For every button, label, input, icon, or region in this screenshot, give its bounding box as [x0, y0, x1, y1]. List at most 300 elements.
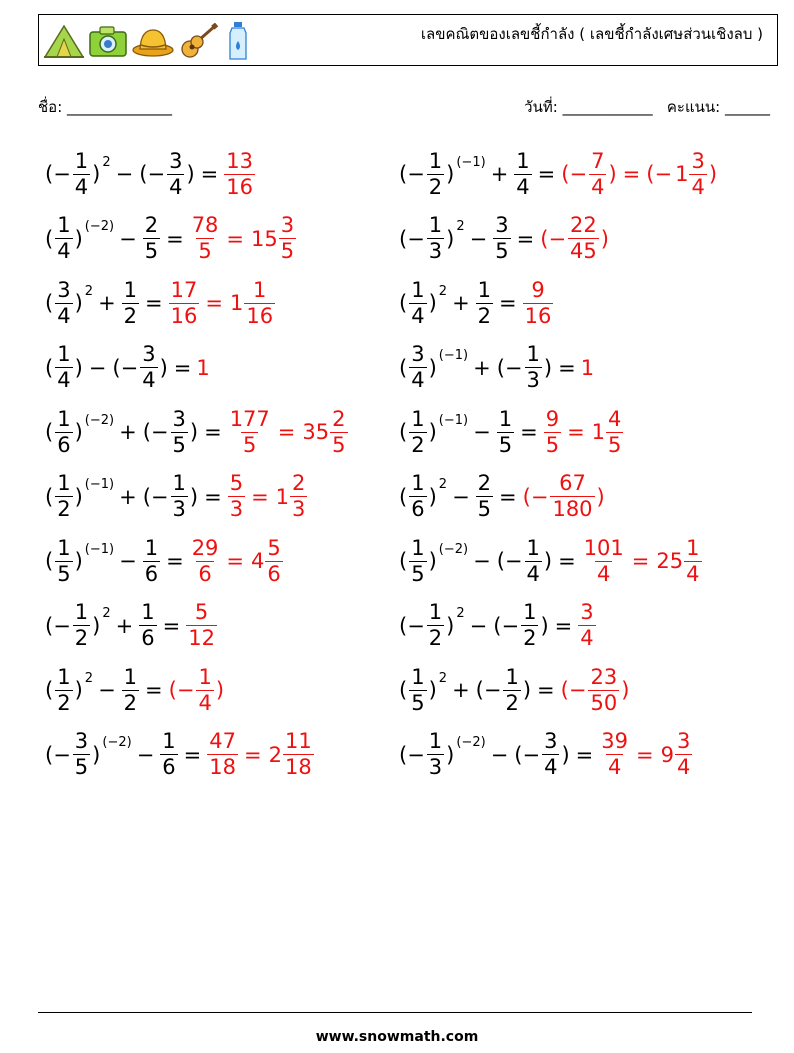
- denominator: 2: [123, 303, 138, 328]
- close-paren: ): [186, 162, 195, 186]
- numerator: 1: [57, 535, 71, 560]
- answer: [227, 473, 309, 520]
- numerator: 1: [57, 342, 71, 366]
- numerator: 1: [123, 277, 138, 302]
- numerator: 23: [590, 664, 618, 689]
- second-fraction: [122, 664, 139, 715]
- denominator: 4: [686, 561, 700, 586]
- problem-10: [398, 404, 624, 460]
- water-bottle-icon: [221, 21, 255, 61]
- open-paren: (−: [45, 742, 71, 767]
- open-paren: (: [45, 291, 54, 315]
- base-fraction: [427, 215, 444, 262]
- operator: +: [452, 291, 470, 315]
- denominator: 6: [198, 561, 212, 586]
- denominator: 5: [57, 561, 71, 586]
- denominator: 2: [477, 303, 492, 328]
- denominator: 4: [516, 174, 530, 199]
- answer: [577, 602, 596, 649]
- denominator: 3: [428, 239, 443, 263]
- answer: [227, 406, 349, 457]
- exponent: (−1): [438, 412, 469, 428]
- denominator: 3: [229, 497, 244, 521]
- answer: [560, 664, 631, 715]
- answer: [581, 356, 594, 380]
- mixed-integer: 35: [302, 420, 330, 444]
- denominator: 5: [545, 432, 560, 457]
- numerator: 1: [523, 600, 537, 624]
- second-fraction: [171, 406, 188, 457]
- equals-sign: =: [537, 678, 555, 702]
- numerator: 1: [144, 535, 159, 560]
- operator: +: [473, 355, 491, 380]
- denominator: 5: [411, 561, 425, 586]
- base-fraction: [409, 406, 426, 457]
- base-fraction: [55, 406, 72, 457]
- numerator: 9: [545, 406, 560, 431]
- problem-13: [44, 533, 284, 589]
- open-paren: (−: [45, 613, 71, 638]
- exponent: 2: [438, 477, 448, 492]
- numerator: 177: [229, 406, 270, 431]
- answer-fraction: [228, 473, 245, 520]
- open-paren: (−: [399, 162, 425, 186]
- numerator: 1: [428, 148, 443, 173]
- close-paren: ): [428, 291, 437, 315]
- exponent: 2: [456, 606, 465, 621]
- operator: +: [115, 613, 134, 638]
- open-paren: (: [45, 355, 54, 380]
- denominator: 4: [411, 303, 425, 328]
- equals-sign: =: [244, 742, 262, 767]
- operator: +: [490, 162, 509, 186]
- close-paren: ): [92, 613, 101, 638]
- close-paren: ): [74, 678, 83, 702]
- answer-fraction: [228, 406, 272, 457]
- answer: [189, 535, 284, 586]
- answer: [196, 356, 209, 380]
- answer-integer: 1: [580, 355, 595, 380]
- denominator: 5: [608, 432, 622, 457]
- exponent: 2: [456, 219, 465, 234]
- numerator: 29: [191, 535, 219, 560]
- denominator: 4: [691, 174, 705, 199]
- equals-sign: =: [162, 613, 181, 638]
- equals-sign: =: [200, 162, 219, 186]
- numerator: 2: [477, 471, 492, 495]
- denominator: 3: [292, 497, 306, 521]
- operator: −: [469, 226, 488, 251]
- second-fraction: [139, 602, 156, 649]
- numerator: 9: [531, 277, 545, 302]
- close-paren: ): [446, 226, 455, 251]
- close-paren: ): [92, 742, 101, 767]
- close-paren: ): [522, 678, 532, 702]
- answer-fraction: [599, 731, 630, 778]
- numerator: 1: [411, 535, 425, 560]
- equals-sign: =: [567, 420, 585, 444]
- open-paren: (−: [514, 742, 541, 767]
- operator: −: [115, 162, 134, 186]
- name-label: ชื่อ:: [38, 98, 63, 116]
- second-fraction: [160, 731, 177, 778]
- numerator: 1: [57, 471, 71, 495]
- equals-sign: =: [204, 484, 222, 509]
- denominator: 5: [411, 690, 425, 715]
- numerator: 1: [411, 406, 425, 431]
- hat-icon: [131, 23, 175, 59]
- equals-sign: =: [205, 291, 223, 315]
- denominator: 4: [57, 239, 71, 263]
- numerator: 1: [172, 471, 186, 495]
- answer: [581, 535, 703, 586]
- open-paren: (−: [142, 484, 169, 509]
- denominator: 2: [411, 432, 425, 457]
- numerator: 1: [141, 600, 155, 624]
- numerator: 3: [57, 277, 71, 302]
- open-paren: (−: [646, 162, 673, 186]
- mixed-fraction: [290, 473, 307, 520]
- numerator: 3: [677, 729, 691, 753]
- open-paren: (: [45, 420, 54, 444]
- answer-fraction: [224, 148, 255, 199]
- close-paren: ): [428, 549, 437, 573]
- second-fraction: [122, 277, 139, 328]
- denominator: 12: [188, 626, 215, 650]
- exponent: 2: [102, 606, 111, 621]
- operator: +: [119, 484, 137, 509]
- denominator: 6: [141, 626, 155, 650]
- denominator: 4: [74, 174, 89, 199]
- denominator: 16: [524, 303, 552, 328]
- numerator: 1: [516, 148, 530, 173]
- close-paren: ): [543, 549, 553, 573]
- problem-6: [398, 275, 554, 331]
- mixed-fraction: [283, 731, 314, 778]
- numerator: 1: [526, 535, 540, 560]
- numerator: 4: [608, 406, 622, 431]
- equals-sign: =: [631, 549, 650, 573]
- numerator: 5: [194, 600, 209, 624]
- numerator: 13: [226, 148, 253, 173]
- answer: [168, 664, 225, 715]
- numerator: 1: [526, 342, 540, 366]
- answer-fraction: [578, 602, 595, 649]
- answer-fraction: [589, 148, 606, 199]
- header-box: [38, 14, 778, 66]
- open-paren: (: [45, 226, 54, 251]
- close-paren: ): [428, 678, 437, 702]
- numerator: 1: [253, 277, 267, 302]
- base-fraction: [55, 664, 72, 715]
- equals-sign: =: [277, 420, 296, 444]
- problem-4: [398, 211, 610, 267]
- mixed-integer: 9: [660, 742, 674, 767]
- denominator: 5: [144, 239, 159, 263]
- open-paren: (: [45, 549, 54, 573]
- denominator: 5: [280, 239, 295, 263]
- open-paren: (−: [399, 742, 425, 767]
- numerator: 3: [580, 600, 594, 624]
- problem-5: [44, 275, 276, 331]
- numerator: 3: [172, 406, 186, 431]
- base-fraction: [427, 148, 444, 199]
- numerator: 1: [198, 664, 212, 689]
- answer-fraction: [544, 406, 561, 457]
- open-paren: (−: [399, 613, 425, 638]
- numerator: 67: [559, 471, 586, 495]
- mixed-fraction: [330, 406, 347, 457]
- base-fraction: [427, 602, 444, 649]
- equals-sign: =: [499, 291, 517, 315]
- denominator: 4: [597, 561, 611, 586]
- mixed-integer: 1: [591, 420, 606, 444]
- exponent: (−1): [84, 541, 115, 557]
- answer-fraction: [588, 664, 619, 715]
- numerator: 7: [591, 148, 605, 173]
- numerator: 78: [191, 213, 219, 237]
- problem-14: [398, 533, 703, 589]
- operator: +: [452, 678, 470, 702]
- denominator: 16: [170, 303, 198, 328]
- denominator: 4: [526, 561, 540, 586]
- numerator: 3: [411, 342, 425, 366]
- open-paren: (: [45, 484, 54, 509]
- base-fraction: [409, 473, 426, 520]
- problem-1: [44, 146, 256, 202]
- numerator: 1: [505, 664, 519, 689]
- close-paren: ): [600, 226, 609, 251]
- open-paren: (−: [496, 355, 523, 380]
- open-paren: (−: [168, 678, 195, 702]
- close-paren: ): [189, 484, 199, 509]
- equals-sign: =: [516, 226, 535, 251]
- open-paren: (−: [561, 162, 588, 186]
- problem-7: [44, 340, 210, 396]
- denominator: 5: [495, 239, 509, 263]
- tent-icon: [43, 23, 85, 59]
- equals-sign: =: [226, 549, 245, 573]
- answer: [598, 731, 693, 778]
- denominator: 3: [172, 497, 186, 521]
- date-blank[interactable]: ____________: [562, 98, 653, 116]
- open-paren: (−: [540, 226, 567, 251]
- footer-url[interactable]: www.snowmath.com: [315, 1029, 479, 1045]
- close-paren: ): [74, 420, 83, 444]
- problem-18: [398, 662, 630, 718]
- close-paren: ): [428, 355, 437, 380]
- denominator: 4: [169, 174, 183, 199]
- answer: [522, 473, 606, 520]
- operator: +: [119, 420, 137, 444]
- score-blank[interactable]: ______: [725, 98, 770, 116]
- open-paren: (−: [522, 484, 549, 509]
- denominator: 2: [57, 690, 71, 715]
- denominator: 2: [505, 690, 519, 715]
- problem-19: [44, 727, 315, 783]
- open-paren: (: [399, 484, 408, 509]
- base-fraction: [409, 277, 426, 328]
- denominator: 5: [477, 497, 492, 521]
- denominator: 18: [209, 755, 237, 779]
- operator: −: [136, 742, 155, 767]
- exponent: 2: [438, 283, 448, 299]
- denominator: 5: [172, 432, 186, 457]
- mixed-integer: 1: [275, 484, 290, 509]
- open-paren: (: [399, 355, 408, 380]
- second-fraction: [497, 406, 514, 457]
- equals-sign: =: [166, 549, 184, 573]
- numerator: 3: [544, 729, 558, 753]
- close-paren: ): [74, 484, 83, 509]
- worksheet-title: เลขคณิตของเลขชี้กำลัง ( เลขชี้กำลังเศษส่วนเชิงลบ ): [420, 25, 763, 43]
- numerator: 1: [57, 664, 71, 689]
- name-blank[interactable]: ______________: [67, 98, 173, 116]
- denominator: 5: [243, 432, 257, 457]
- denominator: 180: [552, 497, 593, 521]
- exponent: (−1): [84, 477, 115, 492]
- numerator: 1: [428, 600, 443, 624]
- mixed-fraction: [265, 535, 282, 586]
- numerator: 1: [428, 729, 443, 753]
- equals-sign: =: [636, 742, 654, 767]
- numerator: 1: [686, 535, 700, 560]
- problem-16: [398, 598, 597, 654]
- open-paren: (−: [475, 678, 502, 702]
- close-paren: ): [540, 613, 549, 638]
- denominator: 18: [285, 755, 312, 779]
- open-paren: (: [399, 549, 408, 573]
- numerator: 2: [292, 471, 306, 495]
- numerator: 1: [411, 277, 425, 302]
- base-fraction: [55, 215, 72, 262]
- equals-sign: =: [204, 420, 222, 444]
- operator: −: [119, 226, 137, 251]
- base-fraction: [55, 277, 72, 328]
- numerator: 1: [411, 471, 425, 495]
- problem-9: [44, 404, 349, 460]
- base-fraction: [409, 535, 426, 586]
- second-fraction: [525, 535, 542, 586]
- second-fraction: [525, 344, 542, 391]
- numerator: 101: [583, 535, 624, 560]
- exponent: (−2): [84, 412, 115, 428]
- denominator: 2: [523, 626, 537, 650]
- mixed-integer: 2: [268, 742, 282, 767]
- close-paren: ): [215, 678, 225, 702]
- base-fraction: [409, 344, 426, 391]
- close-paren: ): [74, 291, 83, 315]
- close-paren: ): [561, 742, 570, 767]
- equals-sign: =: [226, 226, 245, 251]
- numerator: 1: [57, 406, 71, 431]
- denominator: 6: [144, 561, 159, 586]
- operator: −: [119, 549, 137, 573]
- close-paren: ): [621, 678, 630, 702]
- exponent: (−1): [456, 154, 486, 170]
- denominator: 4: [57, 368, 71, 392]
- open-paren: (−: [139, 162, 166, 186]
- answer: [206, 731, 314, 778]
- problem-15: [44, 598, 218, 654]
- answer: [522, 277, 555, 328]
- denominator: 2: [428, 626, 443, 650]
- denominator: 2: [428, 174, 443, 199]
- numerator: 3: [169, 148, 183, 173]
- answer-fraction: [568, 215, 599, 262]
- denominator: 5: [332, 432, 346, 457]
- name-field: [38, 95, 172, 119]
- numerator: 3: [280, 213, 295, 237]
- denominator: 4: [142, 368, 156, 392]
- close-paren: ): [596, 484, 605, 509]
- denominator: 6: [162, 755, 176, 779]
- open-paren: (−: [493, 613, 520, 638]
- numerator: 1: [123, 664, 138, 689]
- denominator: 4: [198, 690, 212, 715]
- base-fraction: [73, 731, 90, 778]
- mixed-fraction: [675, 731, 692, 778]
- mixed-fraction: [244, 277, 275, 328]
- exponent: (−2): [456, 735, 486, 750]
- mixed-integer: 1: [230, 291, 244, 315]
- mixed-integer: 1: [675, 162, 689, 186]
- answer-fraction: [190, 215, 221, 262]
- operator: −: [88, 355, 107, 380]
- open-paren: (−: [496, 549, 523, 573]
- close-paren: ): [708, 162, 718, 186]
- open-paren: (: [399, 420, 408, 444]
- second-fraction: [521, 602, 538, 649]
- close-paren: ): [446, 742, 455, 767]
- numerator: 3: [495, 213, 509, 237]
- numerator: 1: [74, 148, 89, 173]
- mixed-fraction: [606, 406, 623, 457]
- close-paren: ): [74, 226, 83, 251]
- numerator: 39: [601, 729, 629, 753]
- answer-integer: 1: [196, 355, 210, 380]
- equals-sign: =: [575, 742, 594, 767]
- close-paren: ): [189, 420, 199, 444]
- problem-12: [398, 469, 606, 525]
- exponent: (−2): [438, 541, 469, 557]
- operator: −: [469, 613, 488, 638]
- numerator: 3: [74, 729, 89, 753]
- numerator: 5: [229, 471, 244, 495]
- problem-20: [398, 727, 693, 783]
- equals-sign: =: [537, 162, 556, 186]
- denominator: 4: [411, 368, 425, 392]
- numerator: 1: [162, 729, 176, 753]
- operator: −: [98, 678, 116, 702]
- camera-icon: [87, 23, 129, 59]
- equals-sign: =: [183, 742, 202, 767]
- answer-fraction: [169, 277, 200, 328]
- answer: [539, 215, 610, 262]
- numerator: 1: [498, 406, 513, 431]
- equals-sign: =: [558, 549, 576, 573]
- denominator: 5: [74, 755, 89, 779]
- guitar-icon: [177, 23, 219, 59]
- equals-sign: =: [558, 355, 576, 380]
- icon-strip: [43, 19, 257, 63]
- denominator: 6: [411, 497, 425, 521]
- date-label: วันที่:: [524, 98, 558, 116]
- denominator: 4: [580, 626, 594, 650]
- denominator: 2: [57, 497, 71, 521]
- open-paren: (: [45, 678, 54, 702]
- close-paren: ): [74, 549, 83, 573]
